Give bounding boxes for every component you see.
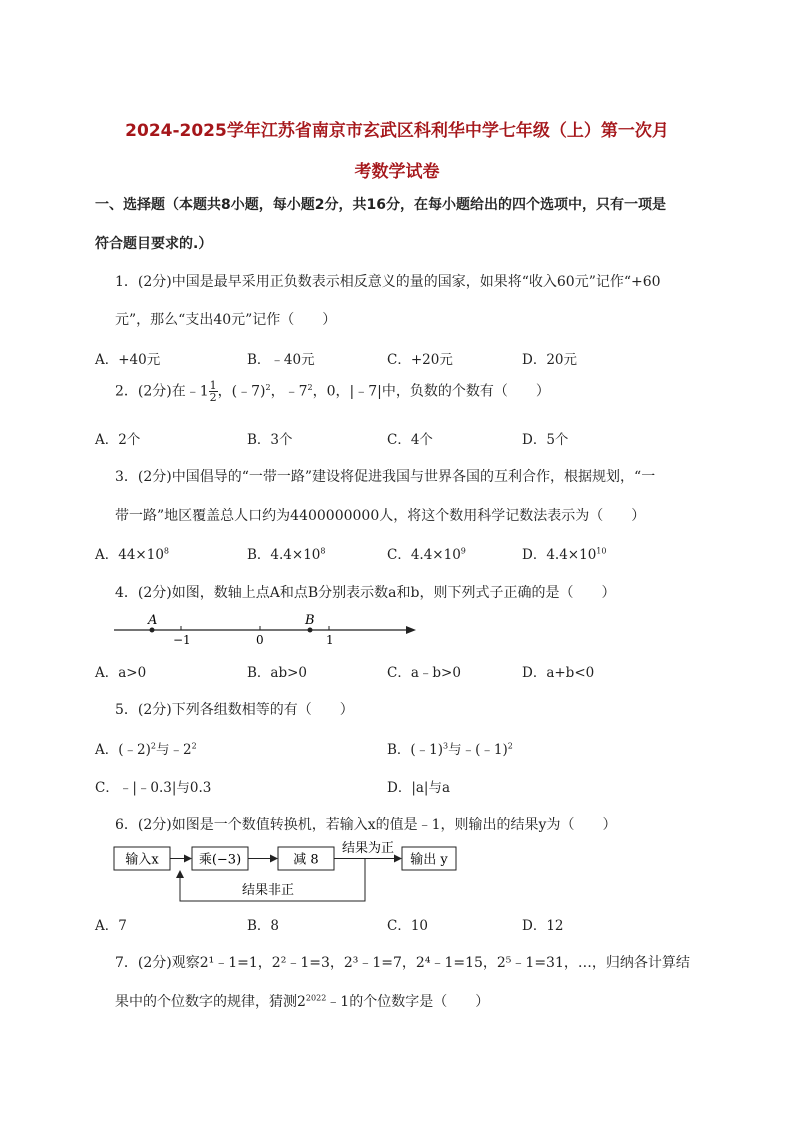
fraction-one-half: $\frac{1}{2}$ bbox=[209, 379, 217, 404]
section-header-line1: 一、选择题（本题共8小题，每小题2分，共16分，在每小题给出的四个选项中，只有一项是 bbox=[95, 197, 666, 213]
label-subtract: 减 8 bbox=[293, 852, 319, 868]
q1-option-d: D．20元 bbox=[522, 352, 578, 368]
q5-option-a: A．(﹣2)$^2$与$﹣2^2$ bbox=[95, 741, 197, 758]
question-3-line1: 3．(2分)中国倡导的“一带一路”建设将促进我国与世界各国的互利合作，根据规划，“一 bbox=[115, 469, 656, 485]
question-7-line1: 7．(2分)观察2¹﹣1=1，2²﹣1=3，2³﹣1=7，2⁴﹣1=15，2⁵﹣1=31，…，归纳各计算结 bbox=[115, 955, 690, 971]
q4-option-c: C．a﹣b>0 bbox=[387, 665, 461, 681]
tick-label-zero: 0 bbox=[256, 633, 264, 647]
number-line-arrow-icon bbox=[406, 626, 416, 634]
label-nonpositive: 结果非正 bbox=[241, 883, 295, 898]
q6-option-b: B．8 bbox=[247, 918, 280, 934]
q5-option-d: D．|a|与a bbox=[387, 780, 451, 796]
label-multiply: 乘(−3) bbox=[198, 852, 242, 868]
q4-option-b: B．ab>0 bbox=[247, 665, 308, 681]
number-line-diagram bbox=[110, 610, 420, 650]
label-a: A bbox=[148, 613, 158, 628]
q3-option-a: A．$44\times 10^8$ bbox=[95, 546, 170, 563]
question-5-line1: 5．(2分)下列各组数相等的有（ ） bbox=[115, 702, 354, 718]
section-header-line2: 符合题目要求的.） bbox=[95, 236, 213, 252]
q2-option-a: A．2个 bbox=[95, 432, 141, 448]
q3-option-d: D．$4.4\times 10^{10}$ bbox=[522, 546, 607, 563]
question-1-line2: 元”，那么“支出40元”记作（ ） bbox=[115, 312, 337, 328]
label-b: B bbox=[305, 613, 315, 628]
question-4-line1: 4．(2分)如图，数轴上点A和点B分别表示数a和b，则下列式子正确的是（ ） bbox=[115, 585, 616, 601]
q6-option-d: D．12 bbox=[522, 918, 564, 934]
q3-option-c: C．$4.4\times 10^9$ bbox=[387, 546, 466, 563]
tick-label-one: 1 bbox=[326, 633, 334, 647]
question-1-line1: 1．(2分)中国是最早采用正负数表示相反意义的量的国家，如果将“收入60元”记作“+60 bbox=[115, 274, 661, 290]
label-input: 输入x bbox=[125, 852, 159, 868]
conversion-machine-diagram bbox=[110, 838, 460, 908]
q2-option-b: B．3个 bbox=[247, 432, 293, 448]
q1-option-c: C．+20元 bbox=[387, 352, 453, 368]
q1-option-a: A．+40元 bbox=[95, 352, 161, 368]
question-6-line1: 6．(2分)如图是一个数值转换机，若输入x的值是﹣1，则输出的结果y为（ ） bbox=[115, 817, 617, 833]
q2-option-c: C．4个 bbox=[387, 432, 433, 448]
point-a bbox=[150, 628, 155, 633]
q2-option-d: D．5个 bbox=[522, 432, 569, 448]
label-positive: 结果为正 bbox=[341, 841, 395, 856]
page-title-line2: 考数学试卷 bbox=[354, 162, 440, 182]
q1-option-b: B．﹣40元 bbox=[247, 352, 315, 368]
q5-option-c: C．﹣|﹣0.3|与0.3 bbox=[95, 780, 212, 796]
question-7-line2: 果中的个位数字的规律，猜测$2^{2022}﹣1$的个位数字是（ ） bbox=[115, 993, 490, 1010]
question-3-line2: 带一路”地区覆盖总人口约为4400000000人，将这个数用科学记数法表示为（ ） bbox=[115, 508, 646, 524]
q6-option-a: A．7 bbox=[95, 918, 127, 934]
tick-label-minus-one: −1 bbox=[173, 633, 191, 647]
q4-option-d: D．a+b<0 bbox=[522, 665, 595, 681]
q6-option-c: C．10 bbox=[387, 918, 429, 934]
question-2: 2．(2分)在﹣1 $\frac{1}{2}$ ，(﹣7)$^2$，$﹣7^2$，0，|﹣7|中，负数的个数有（ ） bbox=[115, 379, 550, 404]
q3-option-b: B．$4.4\times 10^8$ bbox=[247, 546, 326, 563]
label-output: 输出 y bbox=[410, 852, 448, 868]
q5-option-b: B．(﹣1)$^3$与﹣(﹣1)$^2$ bbox=[387, 741, 513, 758]
point-b bbox=[308, 628, 313, 633]
q4-option-a: A．a>0 bbox=[95, 665, 147, 681]
page-title-line1: 2024-2025学年江苏省南京市玄武区科利华中学七年级（上）第一次月 bbox=[125, 121, 669, 141]
